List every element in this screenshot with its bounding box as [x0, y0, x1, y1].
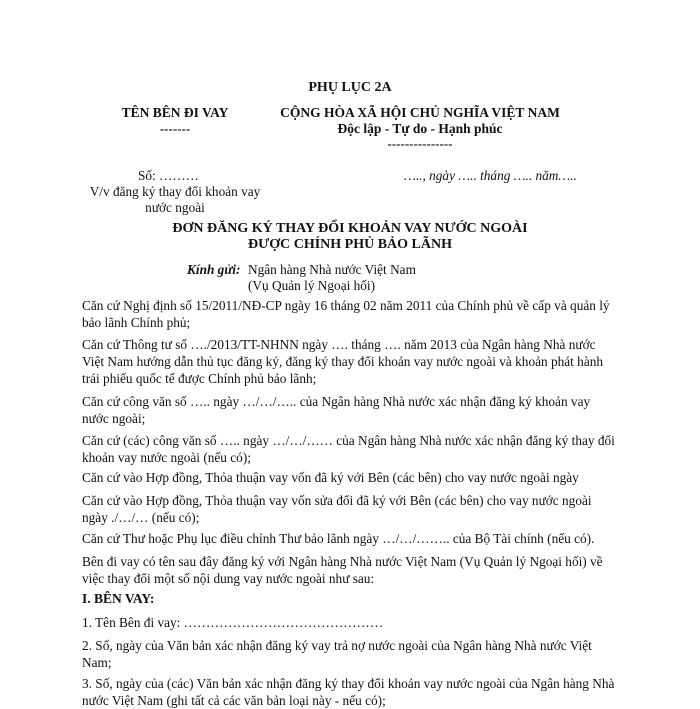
recipient-label: Kính gửi:	[187, 262, 241, 277]
borrower-heading: TÊN BÊN ĐI VAY	[121, 105, 229, 120]
paragraph-basis-amended-agreement: Căn cứ vào Hợp đồng, Thỏa thuận vay vốn sửa đổi đã ký với Bên (các bên) cho vay nước ngoài ngày ./…/… (nếu có);	[82, 493, 592, 525]
paragraph-basis-guarantee-letter: Căn cứ Thư hoặc Phụ lục điều chỉnh Thư bảo lãnh ngày …/…/…….. của Bộ Tài chính (nếu có).	[82, 531, 595, 546]
section-heading-borrower: I. BÊN VAY:	[82, 591, 155, 606]
document-number: Số: ………	[138, 168, 199, 183]
appendix-title: PHỤ LỤC 2A	[308, 80, 392, 95]
paragraph-basis-loan-agreement: Căn cứ vào Hợp đồng, Thỏa thuận vay vốn đã ký với Bên (các bên) cho vay nước ngoài ngày	[82, 470, 579, 485]
paragraph-basis-registration: Căn cứ công văn số ….. ngày …/…/….. của Ngân hàng Nhà nước xác nhận đăng ký khoản vay nước ngoài;	[82, 394, 591, 426]
list-item-registration-doc: 2. Số, ngày của Văn bản xác nhận đăng ký vay trả nợ nước ngoài của Ngân hàng Nhà nước Việt Nam;	[82, 638, 592, 670]
form-title-line-2: ĐƯỢC CHÍNH PHỦ BẢO LÃNH	[247, 237, 453, 252]
subject-line-1: V/v đăng ký thay đổi khoản vay	[89, 184, 261, 199]
list-item-amendment-docs: 3. Số, ngày của (các) Văn bản xác nhận đăng ký thay đổi khoản vay nước ngoài của Ngân hàng Nhà nước Việt Nam (ghi tất cả các văn bản loại này - nếu có);	[82, 676, 615, 708]
list-item-borrower-name: 1. Tên Bên đi vay: ………………………………………	[82, 615, 384, 630]
paragraph-registration-statement: Bên đi vay có tên sau đây đăng ký với Ngân hàng Nhà nước Việt Nam (Vụ Quản lý Ngoại hối) về việc thay đổi một số nội dung vay nước ngoài như sau:	[82, 554, 603, 586]
paragraph-basis-amendments: Căn cứ (các) công văn số ….. ngày …/…/…… của Ngân hàng Nhà nước xác nhận đăng ký thay đổi khoản vay nước ngoài (nếu có);	[82, 433, 615, 465]
motto: Độc lập - Tự do - Hạnh phúc	[337, 121, 503, 136]
motto-dash: ---------------	[387, 136, 453, 151]
subject-line-2: nước ngoài	[145, 200, 205, 215]
date-line: ….., ngày ….. tháng ….. năm…..	[404, 168, 577, 183]
national-title: CỘNG HÒA XÃ HỘI CHỦ NGHĨA VIỆT NAM	[280, 105, 560, 120]
recipient-line-1: Ngân hàng Nhà nước Việt Nam	[248, 262, 416, 277]
paragraph-basis-circular: Căn cứ Thông tư số …./2013/TT-NHNN ngày …. tháng …. năm 2013 của Ngân hàng Nhà nước Việt Nam hướng dẫn thủ tục đăng ký, đăng ký thay đổi khoản vay nước ngoài và khoản phát hành trái phiếu quốc tế được Chính phủ bảo lãnh;	[82, 337, 604, 386]
form-title-line-1: ĐƠN ĐĂNG KÝ THAY ĐỔI KHOẢN VAY NƯỚC NGOÀI	[172, 221, 528, 236]
recipient-line-2: (Vụ Quản lý Ngoại hối)	[248, 278, 376, 293]
borrower-dash: -------	[159, 121, 191, 136]
paragraph-basis-decree: Căn cứ Nghị định số 15/2011/NĐ-CP ngày 16 tháng 02 năm 2011 của Chính phủ về cấp và quản lý bảo lãnh Chính phủ;	[82, 298, 610, 330]
